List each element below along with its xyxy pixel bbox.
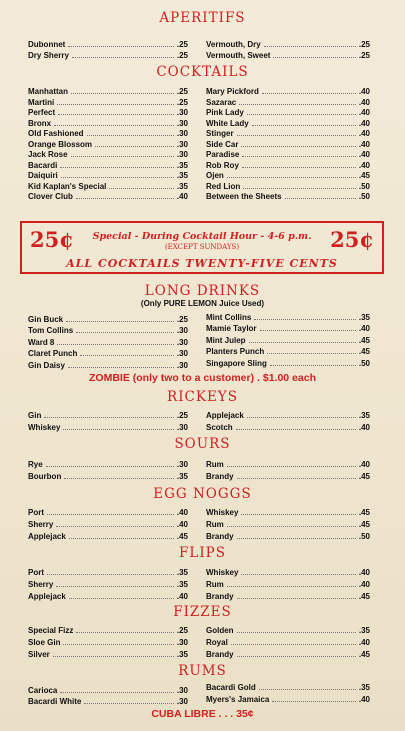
menu-item: Sazarac .40: [206, 98, 370, 107]
menu-item: Bourbon .35: [28, 472, 188, 481]
menu-item: Between the Sheets .50: [206, 192, 370, 201]
menu-item: Orange Blossom .30: [28, 140, 188, 149]
menu-item: Rob Roy .40: [206, 161, 370, 170]
menu-item: Vermouth, Dry .25: [206, 40, 370, 49]
menu-item: Port .40: [28, 508, 188, 517]
zombie-line: ZOMBIE (only two to a customer) . $1.00 each: [89, 372, 316, 384]
menu-item: Dry Sherry .25: [28, 51, 188, 60]
menu-item: Carioca .30: [28, 686, 188, 695]
section-title-rums: RUMS: [178, 663, 227, 679]
menu-item: Sherry .40: [28, 520, 188, 529]
menu-item: Brandy .45: [206, 592, 370, 601]
menu-item: Bacardi Gold .35: [206, 683, 370, 692]
menu-item: Mary Pickford .40: [206, 87, 370, 96]
menu-item: Applejack .35: [206, 411, 370, 420]
section-title-aperitifs: APERITIFS: [159, 10, 246, 26]
menu-item: Bacardi .35: [28, 161, 188, 170]
special-price-right: 25¢: [330, 227, 374, 252]
special-exception-text: (EXCEPT SUNDAYS): [164, 243, 240, 251]
cocktail-hour-special-box: [20, 221, 384, 274]
menu-item: Sloe Gin .30: [28, 638, 188, 647]
menu-item: Applejack .40: [28, 592, 188, 601]
menu-item: Vermouth, Sweet .25: [206, 51, 370, 60]
menu-item: Silver .35: [28, 650, 188, 659]
menu-item: Stinger .40: [206, 129, 370, 138]
menu-item: Port .35: [28, 568, 188, 577]
menu-item: Royal .40: [206, 638, 370, 647]
menu-item: Rum .40: [206, 460, 370, 469]
menu-item: Special Fizz .25: [28, 626, 188, 635]
menu-item: Golden .35: [206, 626, 370, 635]
section-title-long-drinks: LONG DRINKS: [144, 283, 261, 299]
menu-item: Mint Collins .35: [206, 313, 370, 322]
menu-item: Brandy .45: [206, 650, 370, 659]
menu-item: Red Lion .50: [206, 182, 370, 191]
menu-item: Ward 8 .30: [28, 338, 188, 347]
menu-item: Myers's Jamaica .40: [206, 695, 370, 704]
menu-item: Daiquiri .35: [28, 171, 188, 180]
long-drinks-note: (Only PURE LEMON Juice Used): [140, 299, 265, 308]
menu-item: Claret Punch .30: [28, 349, 188, 358]
menu-item: Paradise .40: [206, 150, 370, 159]
menu-item: Sherry .35: [28, 580, 188, 589]
menu-item: Applejack .45: [28, 532, 188, 541]
menu-item: Scotch .40: [206, 423, 370, 432]
menu-item: Clover Club .40: [28, 192, 188, 201]
menu-item: Kid Kaplan's Special .35: [28, 182, 188, 191]
menu-item: Rum .45: [206, 520, 370, 529]
menu-item: Mint Julep .45: [206, 336, 370, 345]
menu-item: Bronx .30: [28, 119, 188, 128]
menu-item: Gin Buck .25: [28, 315, 188, 324]
menu-item: Bacardi White .30: [28, 697, 188, 706]
menu-item: White Lady .40: [206, 119, 370, 128]
menu-item: Gin .25: [28, 411, 188, 420]
menu-item: Tom Collins .30: [28, 326, 188, 335]
menu-item: Martini .25: [28, 98, 188, 107]
cuba-libre-line: CUBA LIBRE . . . 35¢: [151, 708, 254, 720]
menu-item: Rum .40: [206, 580, 370, 589]
menu-item: Ojen .45: [206, 171, 370, 180]
menu-item: Manhattan .25: [28, 87, 188, 96]
section-title-egg-noggs: EGG NOGGS: [153, 486, 252, 502]
menu-item: Perfect .30: [28, 108, 188, 117]
menu-item: Brandy .45: [206, 472, 370, 481]
menu-item: Whiskey .45: [206, 508, 370, 517]
menu-item: Dubonnet .25: [28, 40, 188, 49]
section-title-cocktails: COCKTAILS: [156, 64, 249, 80]
section-title-rickeys: RICKEYS: [167, 389, 238, 405]
menu-item: Side Car .40: [206, 140, 370, 149]
special-price-left: 25¢: [30, 227, 74, 252]
menu-item: Singapore Sling .50: [206, 359, 370, 368]
special-headline: ALL COCKTAILS TWENTY-FIVE CENTS: [66, 257, 338, 270]
menu-item: Brandy .50: [206, 532, 370, 541]
special-hours-text: Special - During Cocktail Hour - 4-6 p.m.: [92, 231, 312, 242]
section-title-sours: SOURS: [174, 436, 231, 452]
menu-item: Rye .30: [28, 460, 188, 469]
menu-item: Pink Lady .40: [206, 108, 370, 117]
menu-item: Planters Punch .45: [206, 347, 370, 356]
section-title-flips: FLIPS: [179, 545, 226, 561]
menu-item: Whiskey .30: [28, 423, 188, 432]
menu-item: Old Fashioned .30: [28, 129, 188, 138]
menu-item: Gin Daisy .30: [28, 361, 188, 370]
section-title-fizzes: FIZZES: [173, 604, 232, 620]
menu-item: Whiskey .40: [206, 568, 370, 577]
menu-item: Jack Rose .30: [28, 150, 188, 159]
menu-item: Mamie Taylor .40: [206, 324, 370, 333]
